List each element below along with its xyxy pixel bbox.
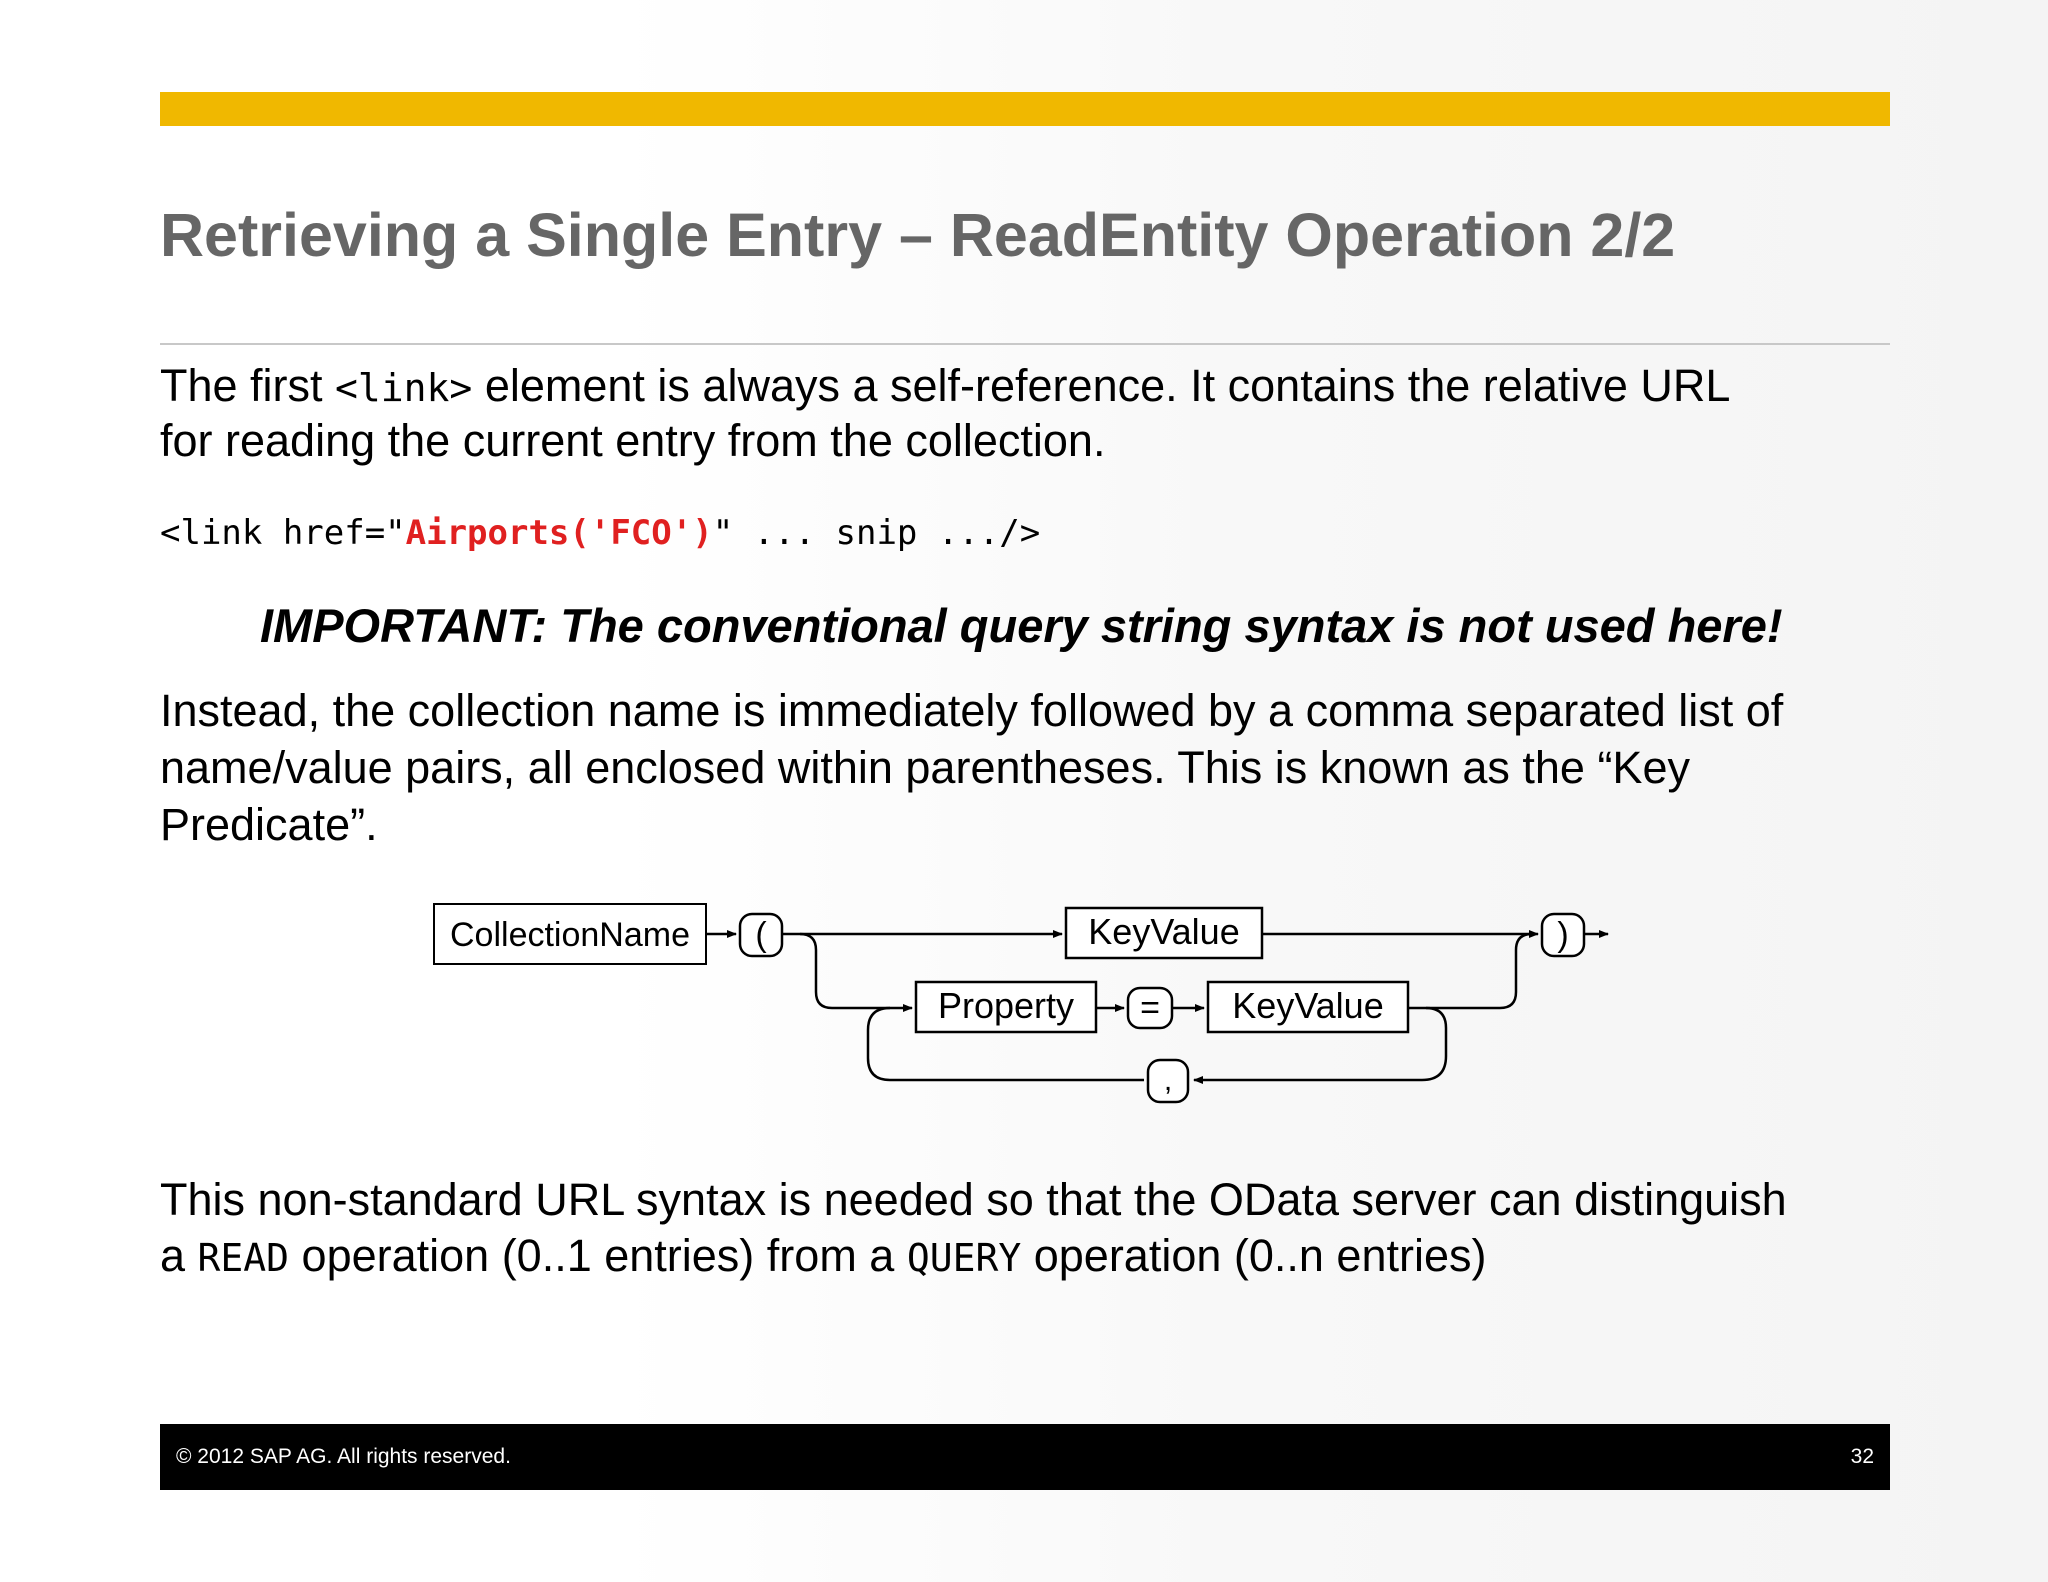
conclusion-text-a: a (160, 1230, 198, 1281)
open-paren-node (740, 914, 782, 956)
conclusion-line-2 (160, 1228, 1486, 1286)
open-paren-label: ( (755, 916, 767, 954)
close-paren-label: ) (1557, 916, 1569, 954)
query-keyword: QUERY (906, 1236, 1022, 1280)
collection-name-label: CollectionName (450, 916, 690, 954)
intro-line-2: for reading the current entry from the collection. (160, 415, 1106, 466)
explanation-line-3: Predicate”. (160, 799, 378, 850)
footer-bar (160, 1424, 1890, 1490)
intro-text-post: element is always a self-reference. It contains the relative URL (472, 360, 1731, 411)
equals-label: = (1140, 989, 1160, 1027)
intro-text-pre: The first (160, 360, 336, 411)
title-divider (160, 343, 1890, 345)
key-value-bottom-label: KeyValue (1232, 985, 1384, 1026)
close-paren-node (1542, 914, 1584, 956)
collection-name-box (434, 904, 706, 964)
comma-label: , (1163, 1064, 1173, 1097)
key-predicate-syntax-diagram (420, 890, 1650, 1120)
page-number: 32 (1850, 1445, 1874, 1468)
explanation-line-2: name/value pairs, all enclosed within parentheses. This is known as the “Key (160, 742, 1690, 793)
explanation-line-1: Instead, the collection name is immediately followed by a comma separated list of (160, 685, 1784, 736)
code-highlight: Airports('FCO') (405, 513, 713, 553)
property-label: Property (937, 985, 1075, 1026)
code-post: " ... snip .../> (712, 513, 1041, 553)
key-value-top-label: KeyValue (1088, 911, 1240, 952)
code-pre: <link href=" (160, 513, 406, 553)
top-accent-bar (160, 92, 1890, 126)
read-keyword: READ (197, 1236, 290, 1280)
conclusion-text-b: operation (0..1 entries) from a (289, 1230, 907, 1281)
equals-node (1128, 988, 1172, 1028)
intro-line-1 (160, 358, 1730, 416)
comma-node (1148, 1060, 1188, 1102)
conclusion-text-c: operation (0..n entries) (1021, 1230, 1487, 1281)
link-element-code: <link> (335, 366, 473, 410)
copyright-text: © 2012 SAP AG. All rights reserved. (176, 1445, 511, 1468)
slide-title: Retrieving a Single Entry – ReadEntity Operation 2/2 (160, 201, 1676, 269)
key-value-top-box (1066, 908, 1262, 958)
code-example (160, 510, 1040, 556)
key-value-bottom-box (1208, 982, 1408, 1032)
conclusion-line-1: This non-standard URL syntax is needed so that the OData server can distinguish (160, 1174, 1787, 1225)
property-box (916, 982, 1096, 1032)
important-note: IMPORTANT: The conventional query string syntax is not used here! (260, 599, 1783, 652)
